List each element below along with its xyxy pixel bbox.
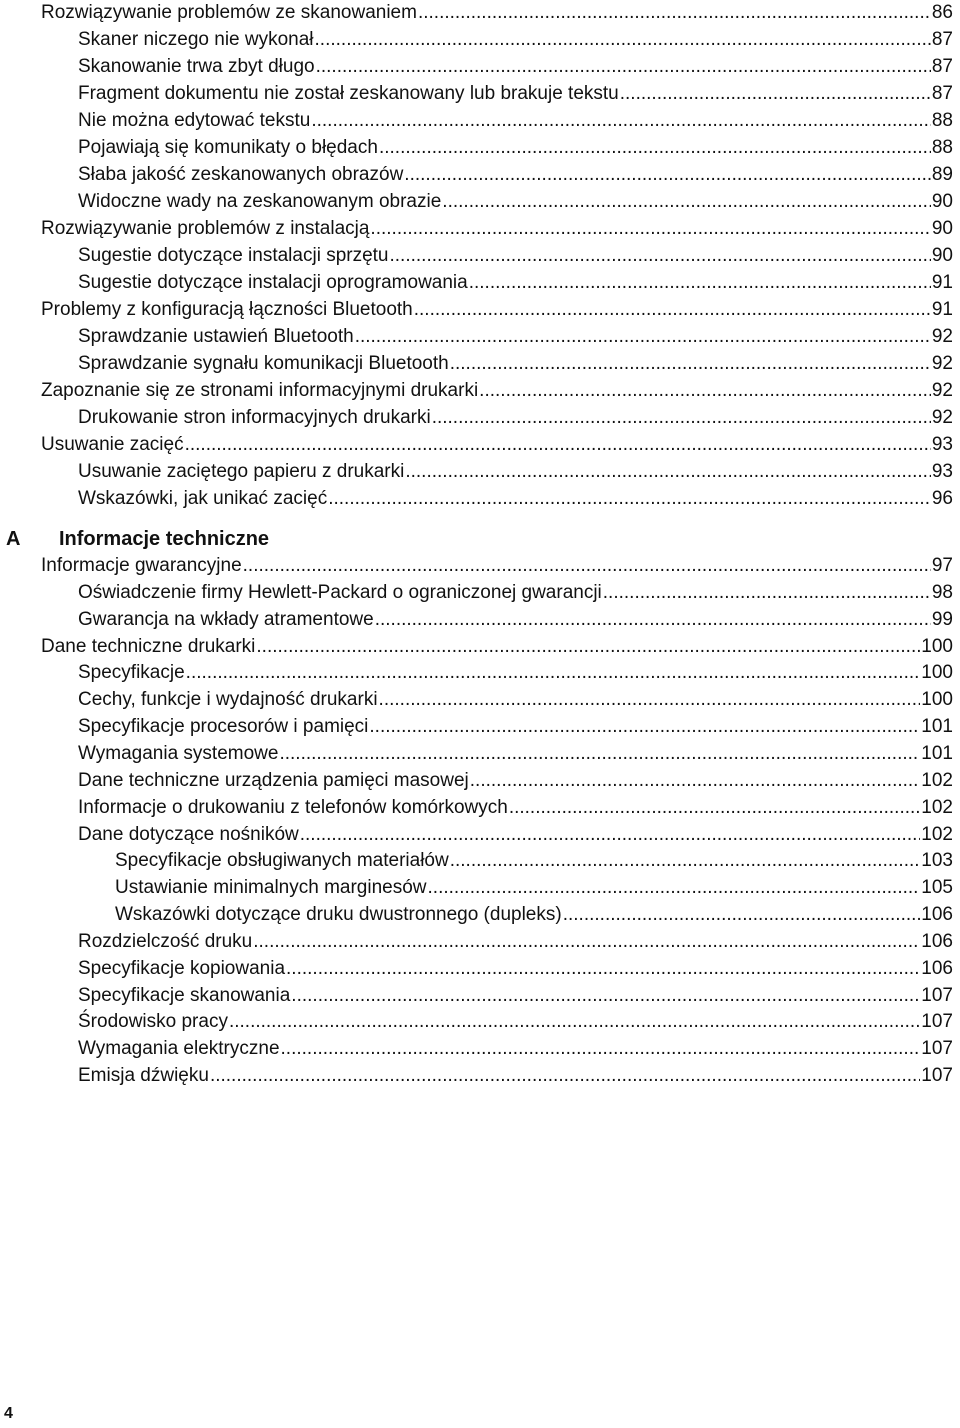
toc-entry-page: 100: [921, 689, 953, 711]
toc-entry-page: 88: [931, 110, 953, 131]
toc-entry[interactable]: [78, 983, 953, 1009]
toc-entry-page: 106: [921, 930, 953, 952]
toc-leader-dots: [428, 875, 921, 901]
toc-leader-dots: [316, 54, 931, 80]
toc-entry-title: Specyfikacje skanowania: [78, 984, 291, 1006]
toc-entry-title: Rozwiązywanie problemów ze skanowaniem: [41, 2, 417, 23]
toc-leader-dots: [603, 580, 931, 606]
toc-entry-page: 86: [931, 2, 953, 23]
toc-leader-dots: [328, 486, 931, 512]
toc-leader-dots: [291, 983, 920, 1009]
toc-entry-title: Środowisko pracy: [78, 1011, 228, 1033]
toc-leader-dots: [405, 459, 931, 485]
toc-entry-page: 92: [931, 326, 953, 347]
toc-entry[interactable]: [78, 27, 953, 53]
toc-leader-dots: [469, 270, 931, 296]
toc-entry[interactable]: [41, 634, 953, 660]
toc-entry-title: Sugestie dotyczące instalacji oprogramowania: [78, 272, 468, 293]
toc-entry[interactable]: [78, 714, 953, 740]
toc-leader-dots: [442, 189, 931, 215]
toc-entry-title: Dane techniczne urządzenia pamięci masowej: [78, 769, 469, 791]
toc-entry-page: 87: [931, 83, 953, 104]
toc-entry[interactable]: [41, 297, 953, 323]
toc-entry[interactable]: [41, 216, 953, 242]
toc-entry-title: Usuwanie zacięć: [41, 434, 184, 455]
toc-entry-page: 100: [921, 662, 953, 684]
toc-entry[interactable]: [78, 270, 953, 296]
toc-entry-page: 92: [931, 407, 953, 428]
toc-entry-page: 100: [921, 635, 953, 657]
toc-entry[interactable]: [78, 189, 953, 215]
toc-entry[interactable]: [41, 432, 953, 458]
toc-entry-title: Sprawdzanie ustawień Bluetooth: [78, 326, 354, 347]
toc-entry-page: 90: [931, 191, 953, 212]
toc-leader-dots: [479, 378, 931, 404]
toc-entry[interactable]: [78, 135, 953, 161]
toc-leader-dots: [315, 27, 931, 53]
toc-entry-page: 92: [931, 353, 953, 374]
toc-leader-dots: [379, 687, 921, 713]
toc-entry-page: 107: [921, 1065, 953, 1087]
toc-leader-dots: [210, 1063, 920, 1089]
toc-entry-title: Specyfikacje kopiowania: [78, 957, 286, 979]
toc-entry[interactable]: [78, 956, 953, 982]
toc-entry-title: Problemy z konfiguracją łączności Bluetooth: [41, 299, 413, 320]
toc-entry-title: Dane dotyczące nośników: [78, 823, 299, 845]
toc-entry-title: Wskazówki dotyczące druku dwustronnego (dupleks): [115, 904, 562, 926]
toc-entry-title: Skaner niczego nie wykonał: [78, 29, 314, 50]
toc-entry-title: Wskazówki, jak unikać zacięć: [78, 488, 328, 509]
toc-entry[interactable]: [78, 162, 953, 188]
toc-entry[interactable]: [78, 324, 953, 350]
toc-entry[interactable]: [78, 768, 953, 794]
toc-entry-page: 89: [931, 164, 953, 185]
toc-entry[interactable]: [78, 580, 953, 606]
toc-entry-page: 93: [931, 461, 953, 482]
toc-leader-dots: [286, 956, 920, 982]
toc-entry-page: 92: [931, 380, 953, 401]
toc-entry[interactable]: [41, 553, 953, 579]
toc-entry-page: 98: [931, 581, 953, 603]
toc-entry-page: 103: [921, 850, 953, 872]
toc-leader-dots: [450, 848, 921, 874]
toc-entry[interactable]: [78, 660, 953, 686]
toc-entry[interactable]: [78, 795, 953, 821]
toc-entry-title: Rozwiązywanie problemów z instalacją: [41, 218, 370, 239]
toc-leader-dots: [509, 795, 920, 821]
toc-entry[interactable]: [78, 1009, 953, 1035]
toc-entry[interactable]: [78, 243, 953, 269]
toc-entry-title: Wymagania systemowe: [78, 742, 279, 764]
toc-leader-dots: [311, 108, 931, 134]
toc-entry-title: Fragment dokumentu nie został zeskanowany lub brakuje tekstu: [78, 83, 619, 104]
toc-entry-page: 96: [931, 488, 953, 509]
toc-entry-page: 90: [931, 245, 953, 266]
toc-leader-dots: [256, 634, 920, 660]
toc-entry-page: 107: [921, 984, 953, 1006]
toc-entry[interactable]: [78, 486, 953, 512]
page-number: 4: [4, 1405, 13, 1422]
toc-entry[interactable]: [78, 351, 953, 377]
toc-entry-title: Oświadczenie firmy Hewlett-Packard o ograniczonej gwarancji: [78, 581, 602, 603]
toc-leader-dots: [432, 405, 931, 431]
toc-entry-page: 91: [931, 272, 953, 293]
toc-entry-page: 107: [921, 1038, 953, 1060]
toc-entry-page: 102: [921, 823, 953, 845]
toc-entry-title: Usuwanie zaciętego papieru z drukarki: [78, 461, 405, 482]
toc-leader-dots: [375, 607, 931, 633]
toc-entry-title: Emisja dźwięku: [78, 1065, 209, 1087]
toc-entry-title: Rozdzielczość druku: [78, 930, 253, 952]
toc-entry-title: Drukowanie stron informacyjnych drukarki: [78, 407, 431, 428]
toc-entry-title: Ustawianie minimalnych marginesów: [115, 877, 427, 899]
toc-entry-page: 91: [931, 299, 953, 320]
toc-entry[interactable]: [115, 902, 953, 928]
toc-entry[interactable]: [78, 607, 953, 633]
toc-entry-title: Wymagania elektryczne: [78, 1038, 280, 1060]
toc-entry[interactable]: [78, 459, 953, 485]
toc-leader-dots: [404, 162, 931, 188]
toc-leader-dots: [379, 135, 931, 161]
toc-entry-page: 102: [921, 796, 953, 818]
toc-entry[interactable]: [115, 875, 953, 901]
toc-entry[interactable]: [78, 929, 953, 955]
toc-entry[interactable]: [78, 54, 953, 80]
toc-entry-title: Informacje gwarancyjne: [41, 555, 242, 576]
toc-leader-dots: [620, 81, 931, 107]
toc-entry-title: Nie można edytować tekstu: [78, 110, 311, 131]
toc-leader-dots: [300, 822, 921, 848]
toc-entry[interactable]: [41, 378, 953, 404]
toc-leader-dots: [414, 297, 931, 323]
toc-entry-title: Sprawdzanie sygnału komunikacji Bluetooth: [78, 353, 449, 374]
toc-entry[interactable]: [78, 1036, 953, 1062]
toc-entry[interactable]: [78, 108, 953, 134]
toc-entry-page: 88: [931, 137, 953, 158]
chapter-letter: A: [6, 528, 21, 550]
toc-entry-page: 99: [931, 608, 953, 630]
toc-entry-title: Zapoznanie się ze stronami informacyjnymi drukarki: [41, 380, 479, 401]
toc-entry-page: 101: [921, 716, 953, 738]
toc-leader-dots: [253, 929, 920, 955]
toc-entry[interactable]: [78, 81, 953, 107]
toc-entry-page: 87: [931, 29, 953, 50]
toc-entry-title: Gwarancja na wkłady atramentowe: [78, 608, 374, 630]
toc-entry-title: Specyfikacje procesorów i pamięci: [78, 716, 369, 738]
toc-entry-title: Informacje o drukowaniu z telefonów komórkowych: [78, 796, 508, 818]
toc-leader-dots: [563, 902, 921, 928]
toc-leader-dots: [470, 768, 921, 794]
toc-entry-page: 102: [921, 769, 953, 791]
toc-leader-dots: [229, 1009, 920, 1035]
toc-leader-dots: [186, 660, 921, 686]
toc-entry[interactable]: [115, 848, 953, 874]
toc-entry-page: 93: [931, 434, 953, 455]
toc-leader-dots: [355, 324, 931, 350]
toc-leader-dots: [370, 216, 930, 242]
toc-entry-title: Widoczne wady na zeskanowanym obrazie: [78, 191, 442, 212]
toc-entry-title: Cechy, funkcje i wydajność drukarki: [78, 689, 378, 711]
toc-entry-page: 87: [931, 56, 953, 77]
toc-entry[interactable]: [78, 822, 953, 848]
toc-entry-title: Specyfikacje obsługiwanych materiałów: [115, 850, 449, 872]
toc-entry-title: Dane techniczne drukarki: [41, 635, 256, 657]
toc-entry-title: Skanowanie trwa zbyt długo: [78, 56, 315, 77]
toc-entry-title: Sugestie dotyczące instalacji sprzętu: [78, 245, 389, 266]
toc-entry[interactable]: [78, 741, 953, 767]
toc-leader-dots: [185, 432, 931, 458]
toc-leader-dots: [418, 0, 931, 26]
toc-leader-dots: [243, 553, 931, 579]
toc-leader-dots: [281, 1036, 921, 1062]
toc-entry-page: 106: [921, 904, 953, 926]
toc-entry-page: 101: [921, 742, 953, 764]
toc-leader-dots: [450, 351, 931, 377]
toc-entry-title: Pojawiają się komunikaty o błędach: [78, 137, 378, 158]
toc-entry-title: Specyfikacje: [78, 662, 185, 684]
toc-entry-page: 106: [921, 957, 953, 979]
toc-leader-dots: [369, 714, 920, 740]
toc-entry-title: Słaba jakość zeskanowanych obrazów: [78, 164, 404, 185]
toc-entry-page: 105: [921, 877, 953, 899]
toc-entry[interactable]: [41, 0, 953, 26]
toc-entry[interactable]: [78, 405, 953, 431]
toc-entry-page: 97: [931, 555, 953, 576]
toc-entry-page: 90: [931, 218, 953, 239]
chapter-title: Informacje techniczne: [59, 528, 270, 550]
toc-entry[interactable]: [78, 687, 953, 713]
toc-entry-page: 107: [921, 1011, 953, 1033]
toc-leader-dots: [279, 741, 920, 767]
toc-leader-dots: [390, 243, 931, 269]
toc-entry[interactable]: [78, 1063, 953, 1089]
